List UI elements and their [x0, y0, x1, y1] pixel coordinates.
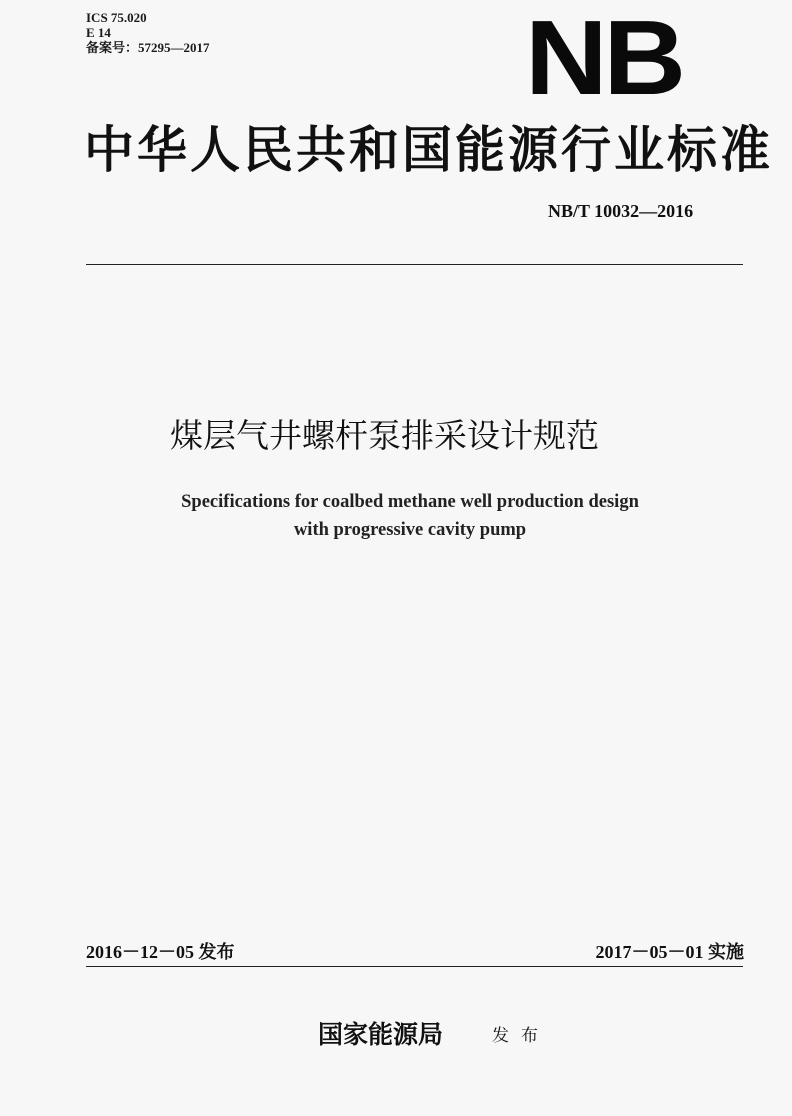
bottom-divider — [86, 966, 743, 967]
issuing-authority-heading: 中华人民共和国能源行业标准 — [84, 120, 773, 179]
nb-logo: NB — [525, 0, 682, 117]
issuer-action: 发布 — [492, 1026, 550, 1046]
implementation-date: 2017－05－01 实施 — [595, 942, 744, 962]
ics-code: ICS 75.020 — [86, 10, 147, 25]
issue-date: 2016－12－05 发布 — [86, 942, 235, 962]
record-number: 备案号：57295—2017 — [86, 40, 210, 55]
classification-block — [86, 10, 210, 55]
document-title-chinese: 煤层气井螺杆泵排采设计规范 — [170, 416, 599, 455]
top-divider — [86, 264, 743, 265]
standard-number: NB/T 10032—2016 — [548, 201, 694, 221]
english-title-line-2: with progressive cavity pump — [293, 520, 527, 540]
classification-code: E 14 — [86, 25, 111, 40]
english-title-line-1: Specifications for coalbed methane well production design — [181, 492, 639, 512]
issuer-name: 国家能源局 — [318, 1020, 444, 1049]
document-title-english — [110, 488, 710, 544]
